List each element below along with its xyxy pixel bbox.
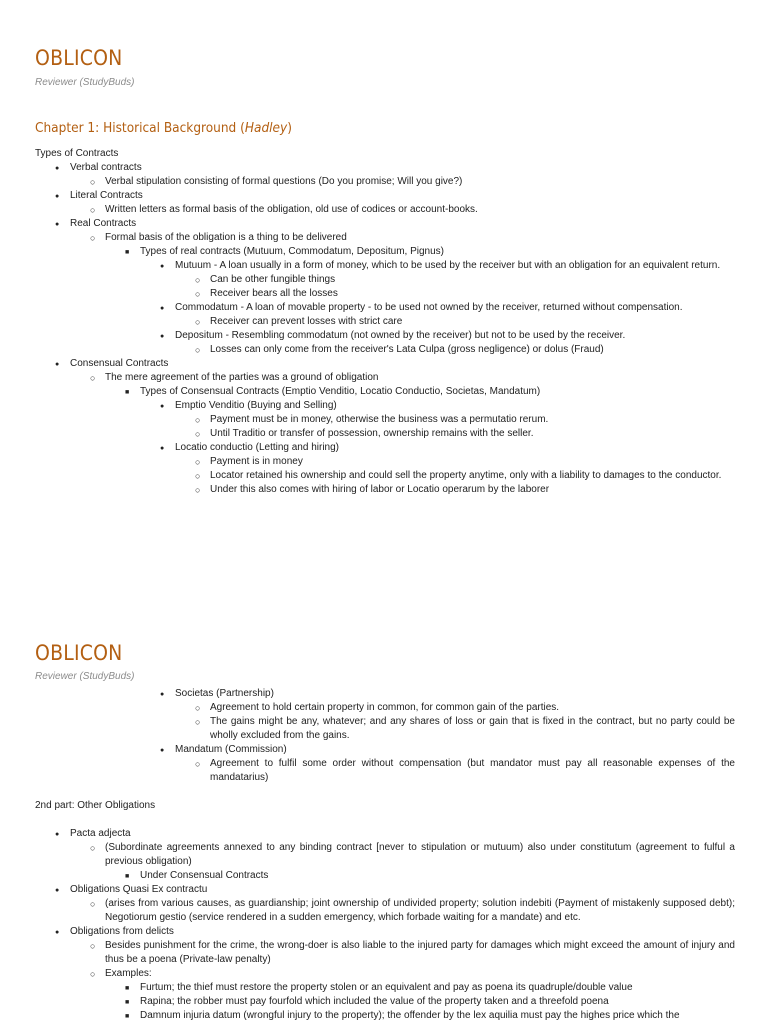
list-item: ○ Receiver can prevent losses with strict care <box>210 315 735 329</box>
page-2-outline-continued <box>35 687 735 785</box>
list-item: ○ Until Traditio or transfer of possession, ownership remains with the seller. <box>210 427 735 441</box>
chapter-heading-suffix: ) <box>287 120 292 136</box>
list-item: ■ Rapina; the robber must pay fourfold which included the value of the property taken and a threefold poena <box>140 995 735 1009</box>
list-item: ■ Types of Consensual Contracts (Emptio Venditio, Locatio Conductio, Societas, Mandatum) <box>140 385 735 399</box>
list-item: ○ Besides punishment for the crime, the wrong-doer is also liable to the injured party for damages which might exceed the amount of injury and thus be a poena (Private-law penalty) <box>105 939 735 967</box>
list-item: ○ Examples: <box>105 967 735 981</box>
list-item: ○ Locator retained his ownership and could sell the property anytime, only with a liability to damages to the conductor. <box>210 469 735 483</box>
chapter-heading-prefix: Chapter 1: Historical Background ( <box>35 120 245 136</box>
page-2-title: OBLICON <box>35 641 123 665</box>
list-item: ■ Furtum; the thief must restore the property stolen or an equivalent and pay as poena its quadruple/double value <box>140 981 735 995</box>
list-item: ○ Payment is in money <box>210 455 735 469</box>
list-item: ■ Types of real contracts (Mutuum, Commodatum, Depositum, Pignus) <box>140 245 735 259</box>
list-item: ■ Under Consensual Contracts <box>140 869 735 883</box>
list-item: ● Depositum - Resembling commodatum (not owned by the receiver) but not to be used by the receiver. <box>175 329 735 343</box>
page-1-subtitle: Reviewer (StudyBuds) <box>35 77 135 88</box>
list-item: ● Mandatum (Commission) <box>175 743 735 757</box>
part-2-outline <box>35 827 735 1023</box>
list-item: Types of Contracts <box>35 148 119 159</box>
page-2-subtitle: Reviewer (StudyBuds) <box>35 671 135 682</box>
list-item: ○ Formal basis of the obligation is a thing to be delivered <box>105 231 735 245</box>
page-1-outline <box>35 147 735 497</box>
chapter-heading <box>35 120 292 136</box>
list-item: ○ Payment must be in money, otherwise the business was a permutatio rerum. <box>210 413 735 427</box>
list-item: ○ Written letters as formal basis of the obligation, old use of codices or account-books. <box>105 203 735 217</box>
list-item: ● Societas (Partnership) <box>175 687 735 701</box>
list-item: ○ The gains might be any, whatever; and any shares of loss or gain that is fixed in the contract, but no party could be wholly excluded from the gains. <box>210 715 735 743</box>
list-item: ● Verbal contracts <box>70 161 735 175</box>
list-item: ○ Receiver bears all the losses <box>210 287 735 301</box>
list-item: ● Locatio conductio (Letting and hiring) <box>175 441 735 455</box>
list-item: ● Mutuum - A loan usually in a form of money, which to be used by the receiver but with an obligation for an equivalent return. <box>175 259 735 273</box>
list-item: ○ Can be other fungible things <box>210 273 735 287</box>
list-item: ● Pacta adjecta <box>70 827 735 841</box>
list-item: ● Emptio Venditio (Buying and Selling) <box>175 399 735 413</box>
list-item: ■ Damnum injuria datum (wrongful injury to the property); the offender by the lex aquilia must pay the highes price which the <box>140 1009 735 1023</box>
list-item: ● Consensual Contracts <box>70 357 735 371</box>
list-item: ○ (arises from various causes, as guardianship; joint ownership of undivided property; solution indebiti (Payment of mistakenly supposed debt); Negotiorum gestio (service rendered in a sudden emergency, which forbade waiting for a mandate) and etc. <box>105 897 735 925</box>
list-item: ● Commodatum - A loan of movable property - to be used not owned by the receiver, returned without compensation. <box>175 301 735 315</box>
list-item: ○ Agreement to hold certain property in common, for common gain of the parties. <box>210 701 735 715</box>
list-item: ○ Verbal stipulation consisting of formal questions (Do you promise; Will you give?) <box>105 175 735 189</box>
list-item: ● Obligations from delicts <box>70 925 735 939</box>
list-item: ○ Agreement to fulfil some order without compensation (but mandator must pay all reasonable expenses of the mandatarius) <box>210 757 735 785</box>
page-1-title: OBLICON <box>35 46 123 70</box>
list-item: ● Literal Contracts <box>70 189 735 203</box>
list-item: ○ (Subordinate agreements annexed to any binding contract [never to stipulation or mutuum) also under constitutum (agreement to fulful a previous obligation) <box>105 841 735 869</box>
list-item: ○ Losses can only come from the receiver's Lata Culpa (gross negligence) or dolus (Fraud) <box>210 343 735 357</box>
list-item: ○ The mere agreement of the parties was a ground of obligation <box>105 371 735 385</box>
chapter-heading-author: Hadley <box>244 120 288 136</box>
list-item: ○ Under this also comes with hiring of labor or Locatio operarum by the laborer <box>210 483 735 497</box>
part-2-label: 2nd part: Other Obligations <box>35 800 156 811</box>
list-item: ● Real Contracts <box>70 217 735 231</box>
list-item: ● Obligations Quasi Ex contractu <box>70 883 735 897</box>
